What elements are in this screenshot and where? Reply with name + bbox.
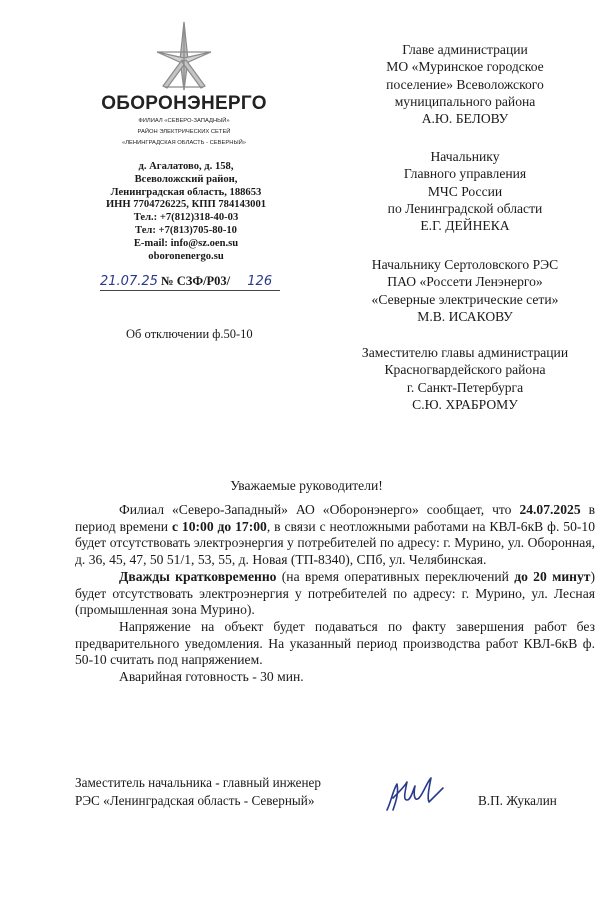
company-logo-star-icon <box>155 20 213 92</box>
addressee-line: ПАО «Россети Ленэнерго» <box>387 274 543 290</box>
addressee-line: муниципального района <box>394 93 536 109</box>
sender-address-block <box>86 161 286 263</box>
logo-subline: РАЙОН ЭЛЕКТРИЧЕСКИХ СЕТЕЙ <box>137 129 231 135</box>
registration-number: 126 <box>247 274 273 289</box>
body-text: , в связи с неотложными работами на КВЛ-6кВ ф. 50-10 будет отсутствовать электроэнергия у потребителей по адресу: г. Мурино, ул. Оборонная, д. 36, 45, 47, 50 51/1, 53, 55, д. Новая (ТП-8340), СПб, ул. Челябинская. <box>75 518 595 568</box>
signatory-position-line: РЭС «Ленинградская область - Северный» <box>75 793 315 808</box>
sender-line: oboronenergo.su <box>148 250 224 262</box>
body-paragraph <box>75 502 595 569</box>
addressee-line: Заместителю главы администрации <box>361 345 569 360</box>
sender-line: Ленинградская область, 188653 <box>110 186 262 198</box>
sender-line: Всеволожский район, <box>134 173 238 185</box>
addressee-line: А.Ю. БЕЛОВУ <box>421 111 509 127</box>
addressee-line: г. Санкт-Петербурга <box>406 379 524 395</box>
addressee-line: С.Ю. ХРАБРОМУ <box>412 396 518 412</box>
addressee-line: Начальнику <box>430 149 500 164</box>
body-paragraph <box>75 569 595 619</box>
addressee-line: по Ленинградской области <box>387 200 543 216</box>
signatory-position-line: Заместитель начальника - главный инженер <box>75 775 321 790</box>
outage-time: с 10:00 до 17:00 <box>171 518 267 534</box>
body-text: ) будет отсутствовать электроэнергия у потребителей по адресу: г. Мурино, ул. Лесная (промышленная зона Мурино). <box>75 568 596 618</box>
signatory-name: В.П. Жукалин <box>478 793 557 808</box>
sender-line: д. Агалатово, д. 158, <box>138 161 234 172</box>
letter-subject: Об отключении ф.50-10 <box>126 327 253 341</box>
company-brand-name: ОБОРОНЭНЕРГО <box>101 93 267 114</box>
addressee-block <box>330 41 600 127</box>
sender-line: ИНН 7704726225, КПП 784143001 <box>105 199 267 211</box>
body-text: Филиал «Северо-Западный» АО «Оборонэнерго» сообщает, что <box>119 502 520 517</box>
addressee-line: поселение» Всеволожского <box>386 76 544 92</box>
addressee-block <box>330 148 600 234</box>
signatory-position <box>75 774 321 810</box>
greeting: Уважаемые руководители! <box>230 478 383 493</box>
sender-line: E-mail: info@sz.oen.su <box>133 237 239 249</box>
addressee-block <box>330 256 600 325</box>
addressee-line: «Северные электрические сети» <box>371 291 559 307</box>
addressee-line: МО «Муринское городское <box>386 59 544 75</box>
addressee-line: Начальнику Сертоловского РЭС <box>371 257 559 272</box>
outage-date: 24.07.2025 <box>519 502 581 517</box>
addressee-line: МЧС России <box>427 183 503 199</box>
addressee-line: Красногвардейского района <box>384 362 546 378</box>
addressee-line: Главного управления <box>403 166 527 182</box>
logo-subline: ФИЛИАЛ «СЕВЕРО-ЗАПАДНЫЙ» <box>138 118 230 124</box>
addressee-block <box>330 344 600 413</box>
registration-line <box>100 274 300 294</box>
body-paragraph: Аварийная готовность - 30 мин. <box>119 669 304 685</box>
registration-underline <box>100 290 280 291</box>
addressee-line: Главе администрации <box>402 42 528 57</box>
addressee-line: М.В. ИСАКОВУ <box>417 308 513 324</box>
sender-line: Тел: +7(813)705-80-10 <box>135 224 237 236</box>
letter-body <box>75 502 595 686</box>
addressee-line: Е.Г. ДЕЙНЕКА <box>420 218 510 234</box>
registration-date: 21.07.25 <box>100 274 158 289</box>
handwritten-signature-icon <box>383 772 447 814</box>
body-text: в период времени <box>75 502 595 534</box>
logo-subline: «ЛЕНИНГРАДСКАЯ ОБЛАСТЬ - СЕВЕРНЫЙ» <box>122 140 246 146</box>
body-emphasis: Дважды кратковременно <box>119 568 277 584</box>
body-emphasis: до 20 минут <box>514 568 591 584</box>
sender-line: Тел.: +7(812)318-40-03 <box>133 212 239 224</box>
body-paragraph: Напряжение на объект будет подаваться по факту завершения работ без предварительного уведомления. На указанный период производства работ КВЛ-6кВ ф. 50-10 считать под напряжением. <box>75 618 595 668</box>
body-text: (на время оперативных переключений <box>276 568 515 584</box>
registration-number-prefix: № СЗФ/Р03/ <box>161 274 231 288</box>
